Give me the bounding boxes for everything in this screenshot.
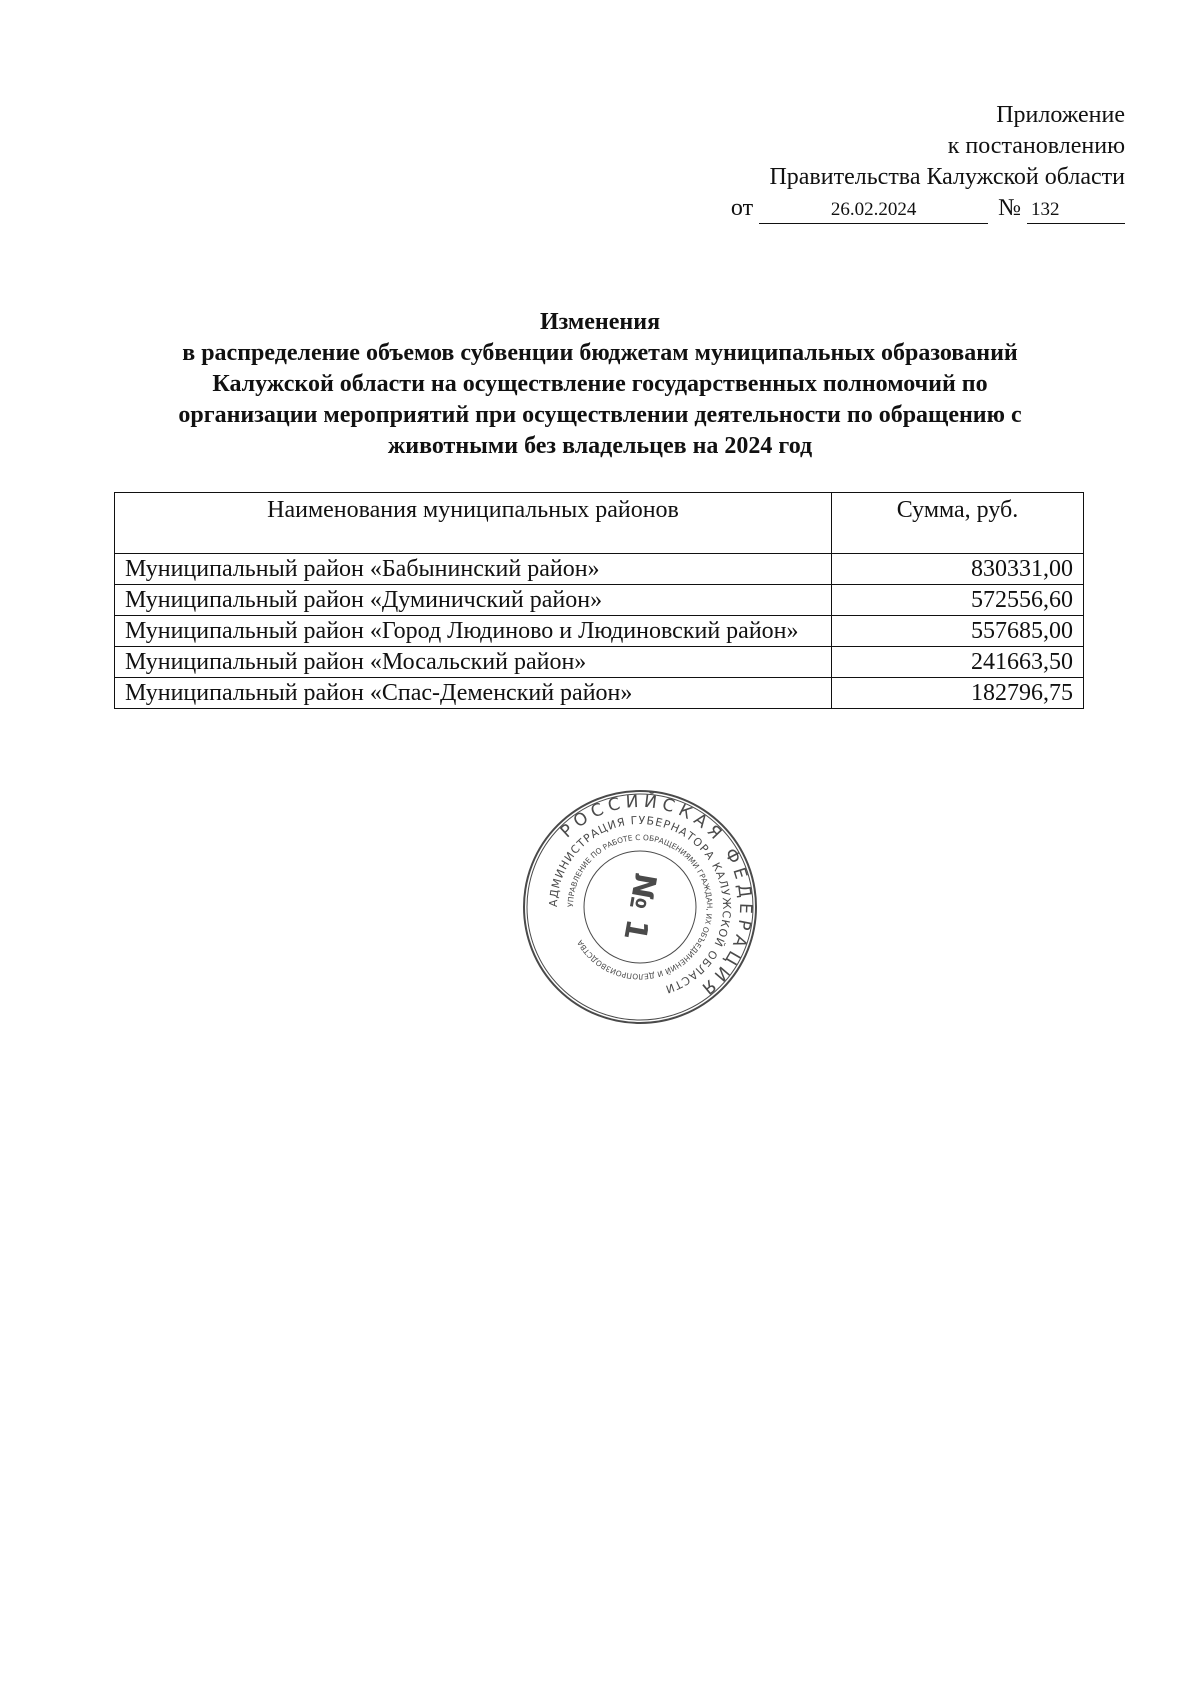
appendix-date-number-line — [731, 193, 1125, 224]
document-date: 26.02.2024 — [759, 197, 988, 224]
district-sum: 557685,00 — [832, 616, 1084, 647]
district-name: Муниципальный район «Думиничский район» — [115, 585, 832, 616]
table-row — [115, 647, 1084, 678]
district-sum: 572556,60 — [832, 585, 1084, 616]
title-line-1: Изменения — [539, 309, 661, 335]
title-line-3: Калужской области на осуществление государственных полномочий по — [212, 371, 988, 397]
district-sum: 241663,50 — [832, 647, 1084, 678]
district-name: Муниципальный район «Город Людиново и Людиновский район» — [115, 616, 832, 647]
seal-middle-text: АДМИНИСТРАЦИЯ ГУБЕРНАТОРА КАЛУЖСКОЙ ОБЛАСТИ — [546, 813, 734, 996]
table-row — [115, 585, 1084, 616]
appendix-header — [731, 100, 1125, 224]
seal-outer-text: РОССИЙСКАЯ ФЕДЕРАЦИЯ — [556, 791, 756, 1002]
title-line-2: в распределение объемов субвенции бюджетам муниципальных образований — [182, 340, 1018, 366]
column-header-district: Наименования муниципальных районов — [115, 493, 832, 554]
table-row — [115, 678, 1084, 709]
district-sum: 182796,75 — [832, 678, 1084, 709]
date-prefix: от — [730, 195, 754, 221]
title-line-4: организации мероприятий при осуществлении деятельности по обращению с — [178, 402, 1022, 428]
district-name: Муниципальный район «Спас-Деменский район» — [115, 678, 832, 709]
document-title — [130, 307, 1070, 462]
title-line-5: животными без владельцев на 2024 год — [387, 433, 813, 459]
subvention-table — [114, 492, 1084, 709]
district-name: Муниципальный район «Бабынинский район» — [115, 554, 832, 585]
appendix-authority-label: Правительства Калужской области — [769, 164, 1125, 190]
seal-center-number: № 1 — [616, 870, 663, 944]
seal-inner-text: УПРАВЛЕНИЕ ПО РАБОТЕ С ОБРАЩЕНИЯМИ ГРАЖДАН, ИХ ОБЪЕДИНЕНИЙ И ДЕЛОПРОИЗВОДСТВА — [565, 832, 715, 982]
appendix-label: Приложение — [996, 102, 1125, 128]
column-header-sum: Сумма, руб. — [832, 493, 1084, 554]
table-row — [115, 616, 1084, 647]
document-number: 132 — [1027, 197, 1125, 224]
table-row — [115, 554, 1084, 585]
district-name: Муниципальный район «Мосальский район» — [115, 647, 832, 678]
number-sign: № — [998, 195, 1021, 221]
official-seal — [520, 787, 760, 1027]
table-header-row — [115, 493, 1084, 554]
appendix-resolution-label: к постановлению — [947, 133, 1125, 159]
district-sum: 830331,00 — [832, 554, 1084, 585]
